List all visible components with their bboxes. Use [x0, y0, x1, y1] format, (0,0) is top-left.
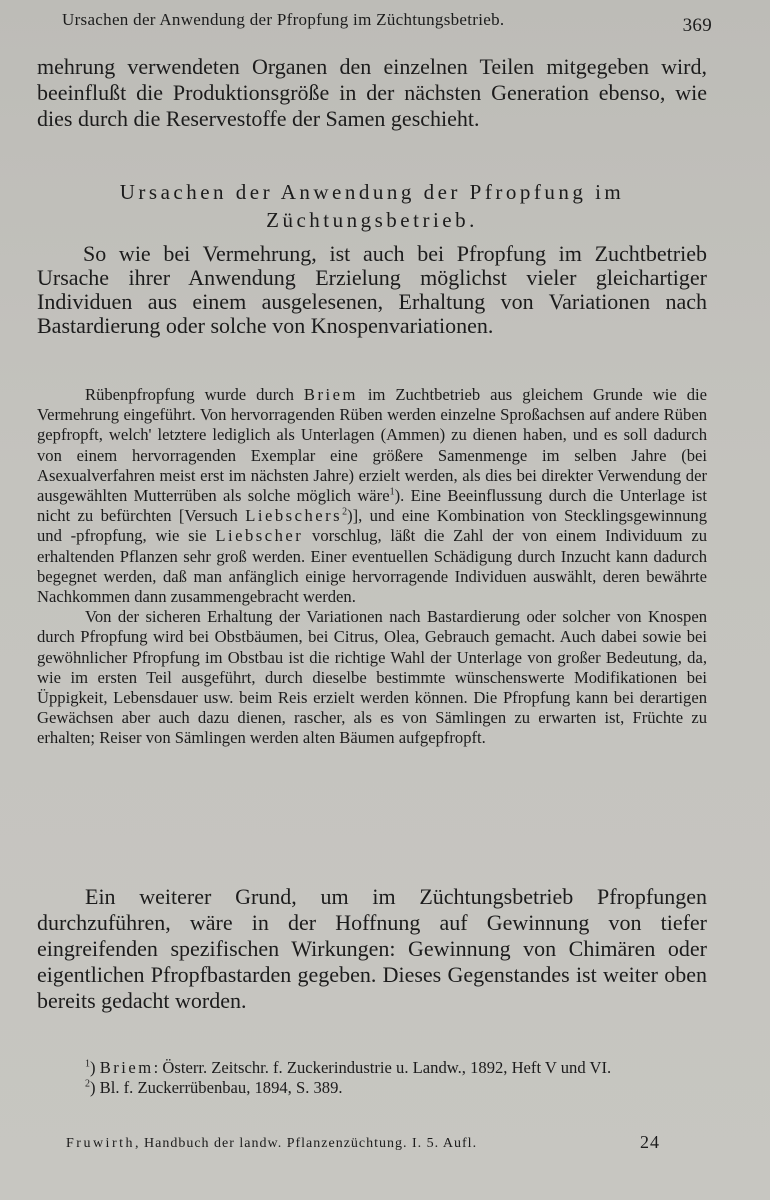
running-header — [62, 8, 712, 36]
text-run: ) Bl. f. Zuckerrübenbau, 1894, S. 389. — [90, 1078, 343, 1097]
section-heading-line1: Ursachen der Anwendung der Pfropfung im — [119, 180, 625, 204]
footnote-1: $^1$) Briem: Österr. Zeitschr. f. Zuckerindustrie u. Landw., 1892, Heft V und VI. — [85, 1058, 612, 1077]
text-run: im Zuchtbetrieb aus gleichem Grunde wie die Vermehrung eingeführt. Von hervorragenden Rüben werden einzelne Sproßachsen auf andere Rüben gepfropft, welch' letztere lediglich als Unterlagen (Ammen) zu dienen haben, und es soll dadurch von einem hervorragenden Exemplar eine größere Samenmenge im selben Jahre (bei Asexualverfahren meist erst im nächsten Jahre) erzielt werden, als dies bei direkter Verwendung der ausgewählten Mutterrüben als solche möglich wäre — [37, 385, 707, 506]
imprint-text: , Handbuch der landw. Pflanzenzüchtung. I. 5. Aufl. — [135, 1136, 478, 1151]
footnote-mark: 2 — [85, 1078, 90, 1090]
running-title: Ursachen der Anwendung der Pfropfung im Züchtungsbetrieb. — [62, 10, 505, 29]
small-paragraph-1 — [37, 385, 707, 607]
author-name: Briem — [303, 385, 358, 404]
imprint-author: Fruwirth — [66, 1136, 135, 1151]
small-print-section — [37, 385, 707, 749]
closing-paragraph: Ein weiterer Grund, um im Züchtungsbetrieb Pfropfungen durchzuführen, wäre in der Hoffnung auf Gewinnung von tiefer eingreifenden spezifischen Wirkungen: Gewinnung von Chimären oder eigentlichen Pfropfbastarden gegeben. Dieses Gegenstandes ist weiter oben bereits gedacht worden. — [37, 884, 707, 1013]
text-run: Rübenpfropfung wurde durch — [85, 385, 304, 404]
section-heading-line2: Züchtungsbetrieb. — [266, 208, 478, 232]
author-name: Liebscher — [215, 526, 304, 546]
small-paragraph-2: Von der sicheren Erhaltung der Variationen nach Bastardierung oder solcher von Knospen durch Pfropfung wird bei Obstbäumen, bei Citrus, Olea, Gebrauch gemacht. Auch dabei sowie bei gewöhnlicher Pfropfung im Obstbau ist die richtige Wahl der Unterlage von großer Bedeutung, da, wie im ersten Teil ausgeführt, durch dieselbe bestimmte wünschenswerte Modifikationen bei Üppigkeit, Lebensdauer usw. beim Reis erzielt werden können. Die Pfropfung kann bei derartigen Gewächsen aber auch dazu dienen, rascher, als es von Sämlingen zu erwarten ist, Früchte zu erhalten; Reiser von Sämlingen werden alten Bäumen aufgepfropft. — [37, 607, 707, 748]
text-run: : Österr. Zeitschr. f. Zuckerindustrie u. Landw., 1892, Heft V und VI. — [153, 1058, 612, 1077]
text-run: vorschlug, läßt die Zahl der von einem Individuum zu erhaltenden Pflanzen sehr groß werden. Einer eventuellen Schädigung durch Inzucht kann dadurch begegnet werden, daß man anfänglich einige hervorragende Individuen auswählt, deren bewährte Nachkommen dann zusammengebracht werden. — [37, 526, 707, 607]
intro-paragraph: mehrung verwendeten Organen den einzelnen Teilen mitgegeben wird, beeinflußt die Produktionsgröße in der nächsten Generation ebenso, wie dies durch die Reservestoffe der Samen geschieht. — [37, 54, 707, 131]
signature-mark: 24 — [640, 1132, 660, 1152]
footnote-2 — [37, 1078, 707, 1098]
lead-paragraph: So wie bei Vermehrung, ist auch bei Pfropfung im Zuchtbetrieb Ursache ihrer Anwendung Erzielung möglichst vieler gleichartiger Individuen aus einem ausgelesenen, Erhaltung von Variationen nach Bastardierung oder solche von Knospenvariationen. — [37, 241, 707, 338]
footnote-ref: 2 — [342, 506, 348, 518]
text-run: ). Eine Beeinflussung durch die Unterlage ist nicht zu befürchten [Versuch — [37, 486, 707, 526]
footnote-mark: 1 — [85, 1058, 90, 1070]
text-run: )], und eine Kombination von Stecklingsgewinnung und -pfropfung, wie sie — [37, 506, 707, 546]
page-number: 369 — [682, 15, 712, 36]
footnotes — [37, 1058, 707, 1098]
author-name: Liebschers — [245, 506, 343, 526]
author-name: Briem — [99, 1058, 154, 1077]
imprint-footer — [66, 1132, 666, 1152]
footnote-ref: 1 — [389, 486, 395, 498]
section-heading — [37, 178, 707, 234]
